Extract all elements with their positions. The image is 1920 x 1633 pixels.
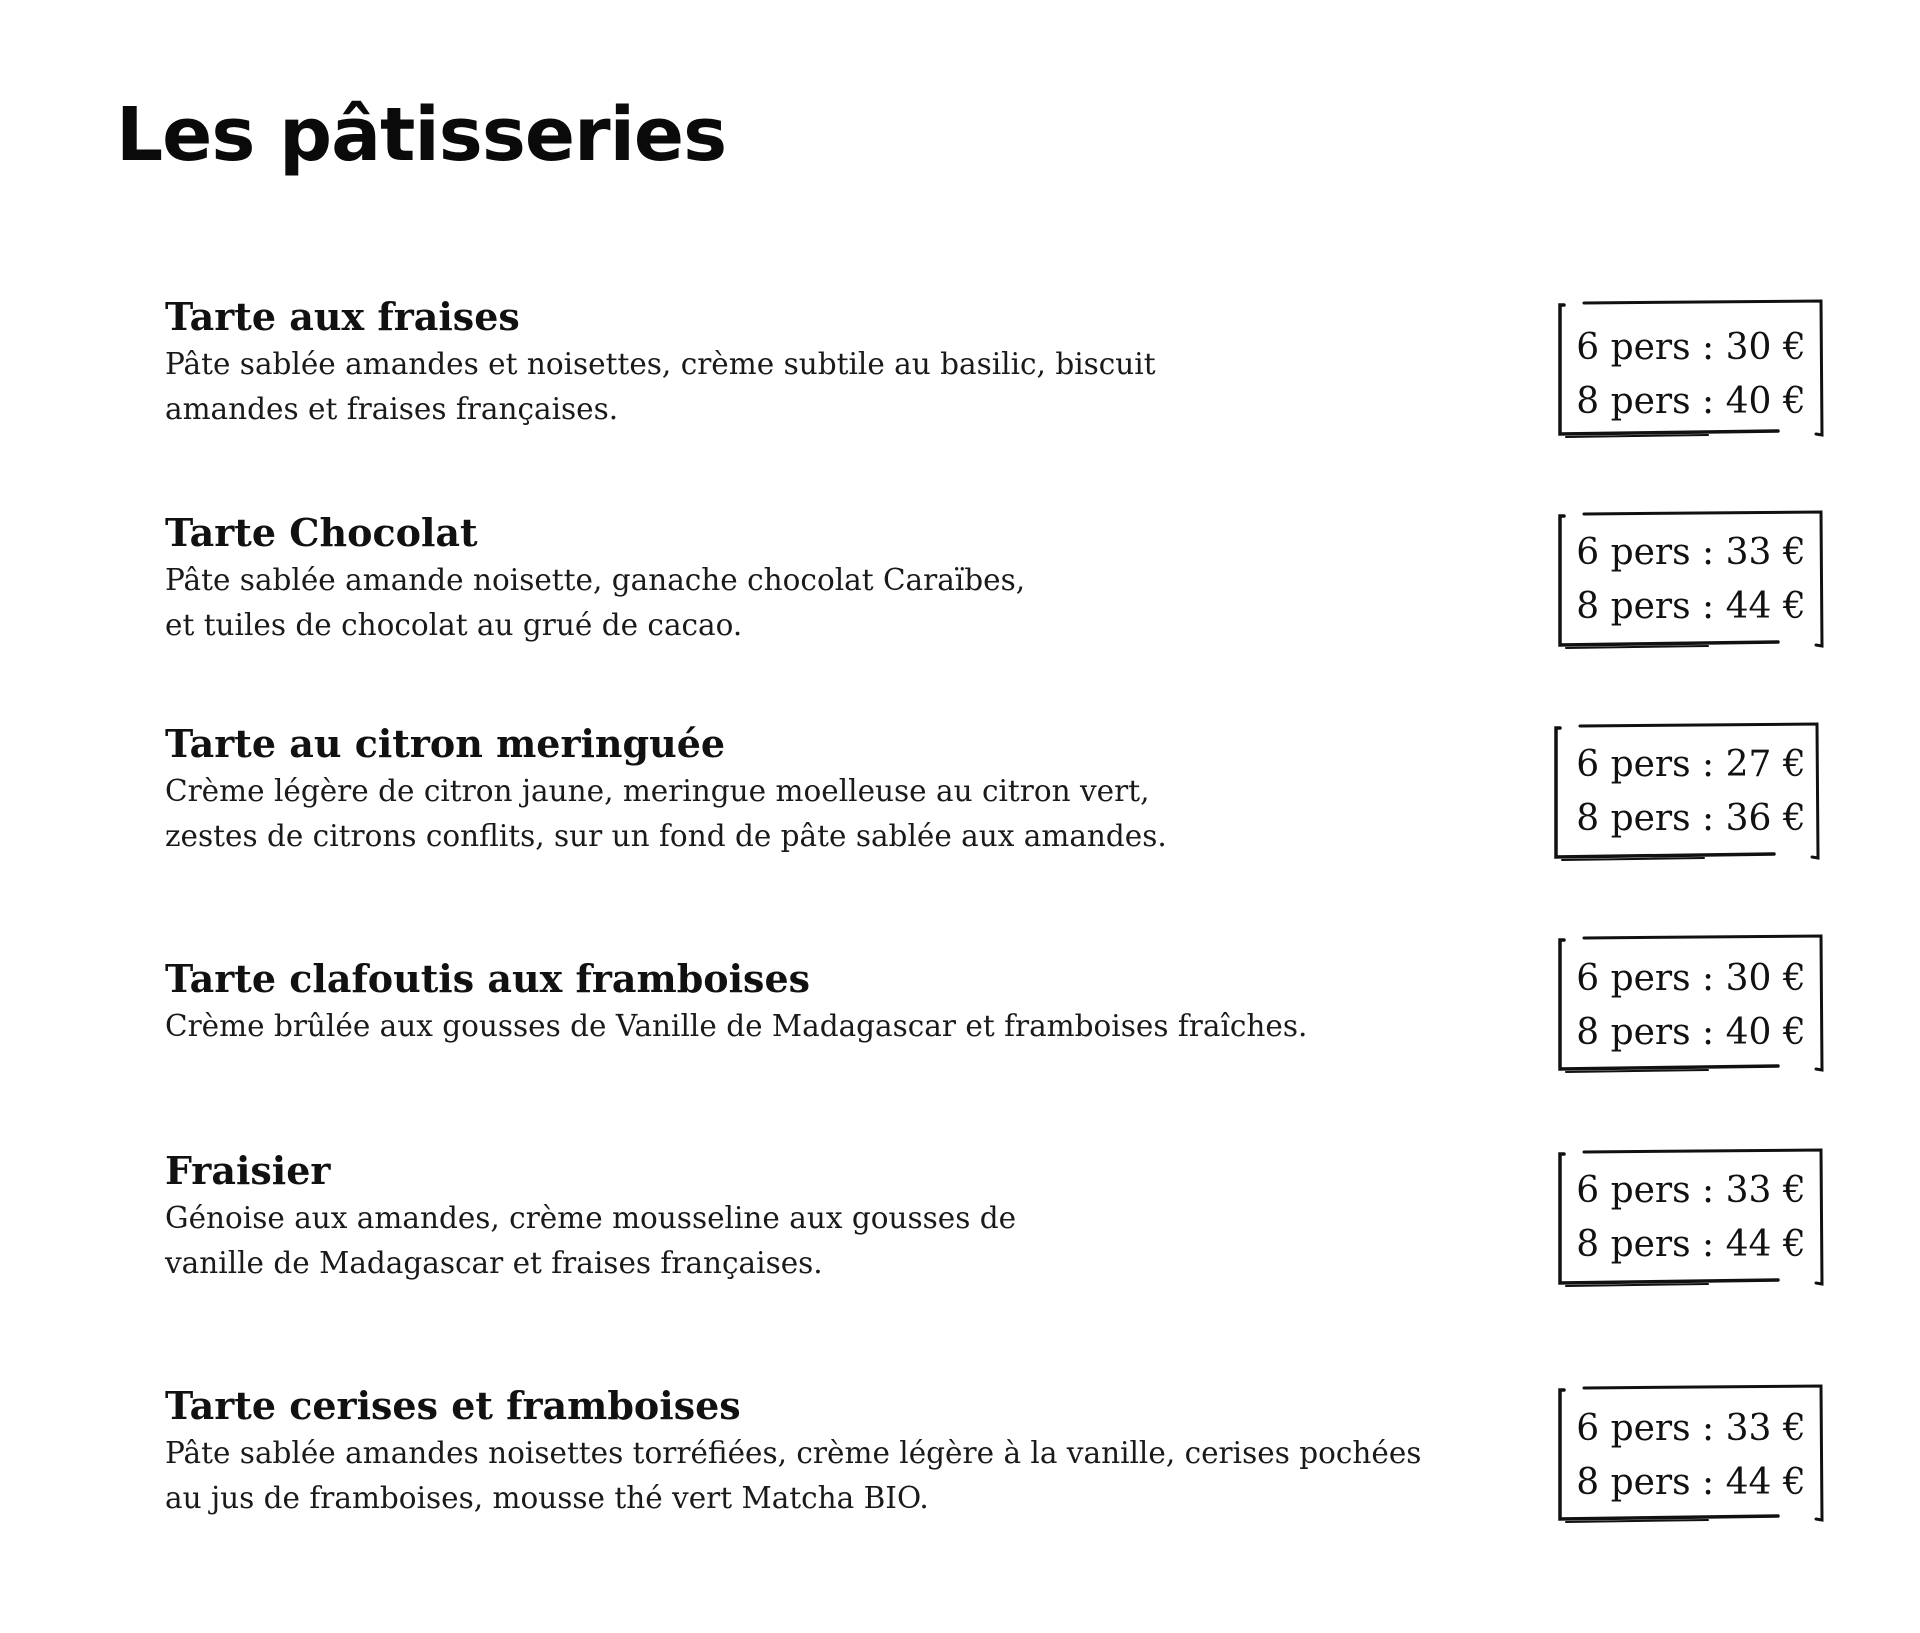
item-description-line: Génoise aux amandes, crème mousseline aux gousses de: [165, 1201, 1017, 1235]
item-description-line: au jus de framboises, mousse thé vert Matcha BIO.: [165, 1481, 929, 1515]
item-name: Fraisier: [165, 1148, 331, 1193]
price-box: [1558, 1386, 1824, 1520]
price-box: [1558, 936, 1824, 1070]
price-6-pers: 6 pers : 33 €: [1576, 532, 1806, 573]
item-name: Tarte au citron meringuée: [165, 721, 726, 766]
item-description-line: Pâte sablée amande noisette, ganache chocolat Caraïbes,: [165, 563, 1026, 597]
price-8-pers: 8 pers : 40 €: [1576, 1012, 1806, 1053]
price-box: [1558, 1150, 1824, 1284]
price-box: [1554, 724, 1820, 858]
menu-item-fraisier: [165, 1148, 1605, 1286]
item-description: [165, 558, 1605, 648]
item-description-line: Pâte sablée amandes noisettes torréfiées, crème légère à la vanille, cerises pochées: [165, 1436, 1422, 1470]
item-description-line: zestes de citrons conflits, sur un fond de pâte sablée aux amandes.: [165, 819, 1167, 853]
item-description: [165, 1196, 1605, 1286]
item-description-line: Crème légère de citron jaune, meringue moelleuse au citron vert,: [165, 774, 1150, 808]
item-description-line: vanille de Madagascar et fraises françaises.: [165, 1246, 823, 1280]
price-6-pers: 6 pers : 33 €: [1576, 1408, 1806, 1449]
item-name: Tarte aux fraises: [165, 294, 520, 339]
item-description-line: amandes et fraises françaises.: [165, 392, 619, 426]
menu-item-tarte-clafoutis-aux-framboises: [165, 956, 1605, 1049]
item-description: [165, 1004, 1605, 1049]
price-6-pers: 6 pers : 27 €: [1576, 744, 1806, 785]
price-6-pers: 6 pers : 33 €: [1576, 1170, 1806, 1211]
price-6-pers: 6 pers : 30 €: [1576, 327, 1806, 368]
item-name: Tarte Chocolat: [165, 510, 478, 555]
item-name: Tarte clafoutis aux framboises: [165, 956, 811, 1001]
price-box: [1558, 301, 1824, 435]
price-8-pers: 8 pers : 44 €: [1576, 586, 1806, 627]
menu-item-tarte-aux-fraises: [165, 294, 1605, 432]
item-description-line: et tuiles de chocolat au grué de cacao.: [165, 608, 743, 642]
item-description: [165, 342, 1605, 432]
item-description: [165, 769, 1605, 859]
menu-item-tarte-chocolat: [165, 510, 1605, 648]
page-title: Les pâtisseries: [116, 92, 727, 178]
item-description-line: Crème brûlée aux gousses de Vanille de Madagascar et framboises fraîches.: [165, 1009, 1308, 1043]
price-8-pers: 8 pers : 40 €: [1576, 381, 1806, 422]
price-box: [1558, 512, 1824, 646]
price-8-pers: 8 pers : 44 €: [1576, 1224, 1806, 1265]
price-8-pers: 8 pers : 36 €: [1576, 798, 1806, 839]
item-name: Tarte cerises et framboises: [165, 1383, 741, 1428]
price-8-pers: 8 pers : 44 €: [1576, 1462, 1806, 1503]
price-6-pers: 6 pers : 30 €: [1576, 958, 1806, 999]
menu-item-tarte-cerises-et-framboises: [165, 1383, 1605, 1521]
item-description: [165, 1431, 1605, 1521]
menu-item-tarte-au-citron-meringuee: [165, 721, 1605, 859]
item-description-line: Pâte sablée amandes et noisettes, crème subtile au basilic, biscuit: [165, 347, 1156, 381]
